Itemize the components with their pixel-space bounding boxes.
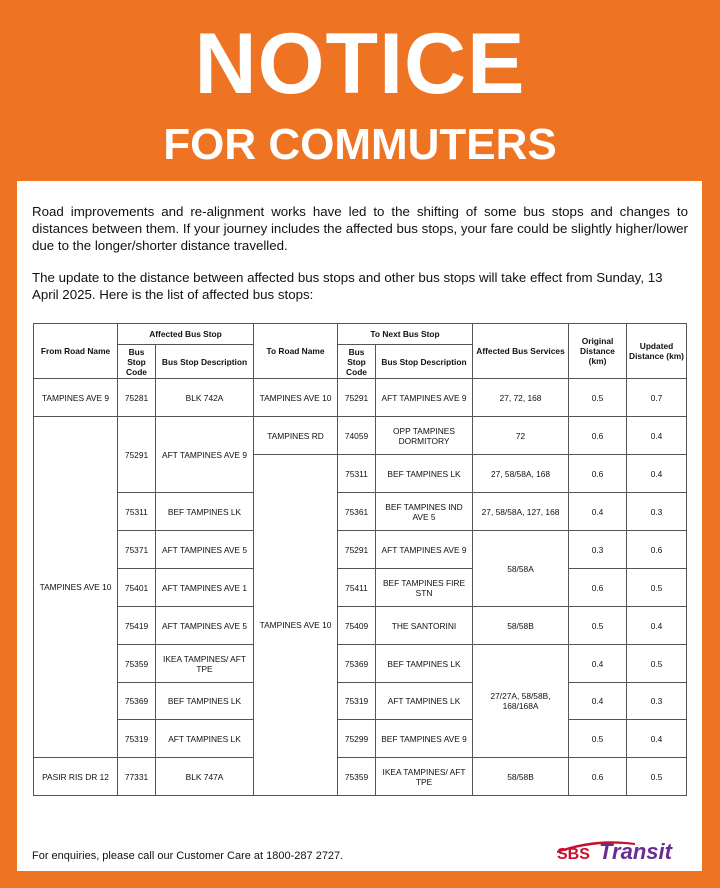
logo-sbs-text: SBS: [557, 846, 590, 863]
table-row: [34, 493, 687, 531]
affected-bus-stops-table: [33, 323, 687, 796]
stop-code-cell: 75369: [118, 683, 156, 720]
header-next-stop-description: Bus Stop Description: [376, 345, 473, 379]
next-stop-code-cell: 75299: [338, 720, 376, 758]
next-stop-code-cell: 75409: [338, 607, 376, 645]
from-road-cell: TAMPINES AVE 10: [34, 417, 118, 758]
updated-distance-cell: 0.4: [627, 455, 687, 493]
updated-distance-cell: 0.3: [627, 683, 687, 720]
next-stop-desc-cell: IKEA TAMPINES/ AFT TPE: [376, 758, 473, 796]
next-stop-desc-cell: BEF TAMPINES FIRE STN: [376, 569, 473, 607]
table-header-row: [34, 324, 687, 345]
stop-code-cell: 75281: [118, 379, 156, 417]
orig-distance-cell: 0.6: [569, 417, 627, 455]
next-stop-desc-cell: AFT TAMPINES AVE 9: [376, 379, 473, 417]
services-cell: 58/58B: [473, 607, 569, 645]
table-row: [34, 379, 687, 417]
from-road-cell: TAMPINES AVE 9: [34, 379, 118, 417]
table-row: [34, 645, 687, 683]
intro-paragraph-2: The update to the distance between affected bus stops and other bus stops will take effect from Sunday, 13 April 2025. Here is the list of affected bus stops:: [32, 270, 663, 302]
header-updated-distance: Updated Distance (km): [627, 324, 687, 379]
next-stop-code-cell: 75411: [338, 569, 376, 607]
updated-distance-cell: 0.5: [627, 758, 687, 796]
next-stop-desc-cell: OPP TAMPINES DORMITORY: [376, 417, 473, 455]
orig-distance-cell: 0.3: [569, 531, 627, 569]
to-road-cell: TAMPINES RD: [254, 417, 338, 455]
to-road-cell: TAMPINES AVE 10: [254, 455, 338, 796]
table-row: [34, 569, 687, 607]
intro-paragraph-1: Road improvements and re-alignment works have led to the shifting of some bus stops and changes to distances between them. If your journey includes the affected bus stops, your fare could be slightly higher/lower due to the longer/shorter distance travelled.: [32, 204, 688, 253]
stop-desc-cell: BEF TAMPINES LK: [156, 683, 254, 720]
services-cell: 27/27A, 58/58B, 168/168A: [473, 645, 569, 758]
table-row: [34, 607, 687, 645]
updated-distance-cell: 0.4: [627, 417, 687, 455]
next-stop-desc-cell: BEF TAMPINES IND AVE 5: [376, 493, 473, 531]
header-to-road: To Road Name: [254, 324, 338, 379]
next-stop-code-cell: 75291: [338, 531, 376, 569]
stop-desc-cell: BLK 747A: [156, 758, 254, 796]
stop-desc-cell: AFT TAMPINES AVE 5: [156, 607, 254, 645]
updated-distance-cell: 0.5: [627, 645, 687, 683]
services-cell: 58/58B: [473, 758, 569, 796]
next-stop-desc-cell: AFT TAMPINES LK: [376, 683, 473, 720]
to-road-cell: TAMPINES AVE 10: [254, 379, 338, 417]
updated-distance-cell: 0.4: [627, 607, 687, 645]
table-row: [34, 720, 687, 758]
stop-desc-cell: BLK 742A: [156, 379, 254, 417]
next-stop-desc-cell: BEF TAMPINES AVE 9: [376, 720, 473, 758]
updated-distance-cell: 0.4: [627, 720, 687, 758]
updated-distance-cell: 0.7: [627, 379, 687, 417]
stop-desc-cell: AFT TAMPINES AVE 1: [156, 569, 254, 607]
stop-code-cell: 75291: [118, 417, 156, 493]
orig-distance-cell: 0.6: [569, 758, 627, 796]
next-stop-code-cell: 75359: [338, 758, 376, 796]
notice-panel: [17, 181, 702, 871]
stop-desc-cell: AFT TAMPINES AVE 9: [156, 417, 254, 493]
header-stop-description: Bus Stop Description: [156, 345, 254, 379]
services-cell: 58/58A: [473, 531, 569, 607]
services-cell: 27, 58/58A, 127, 168: [473, 493, 569, 531]
orig-distance-cell: 0.4: [569, 645, 627, 683]
next-stop-code-cell: 75369: [338, 645, 376, 683]
stop-code-cell: 75319: [118, 720, 156, 758]
stop-desc-cell: BEF TAMPINES LK: [156, 493, 254, 531]
services-cell: 27, 72, 168: [473, 379, 569, 417]
table-row: [34, 531, 687, 569]
table-row: [34, 417, 687, 455]
orig-distance-cell: 0.6: [569, 569, 627, 607]
header-next-stop-code: Bus Stop Code: [338, 345, 376, 379]
from-road-cell: PASIR RIS DR 12: [34, 758, 118, 796]
next-stop-code-cell: 74059: [338, 417, 376, 455]
services-cell: 72: [473, 417, 569, 455]
stop-code-cell: 75371: [118, 531, 156, 569]
stop-desc-cell: AFT TAMPINES LK: [156, 720, 254, 758]
header-original-distance: Original Distance (km): [569, 324, 627, 379]
updated-distance-cell: 0.5: [627, 569, 687, 607]
logo-transit-text: Transit: [599, 839, 672, 864]
updated-distance-cell: 0.6: [627, 531, 687, 569]
next-stop-code-cell: 75311: [338, 455, 376, 493]
table-row: [34, 683, 687, 720]
orig-distance-cell: 0.6: [569, 455, 627, 493]
orig-distance-cell: 0.4: [569, 683, 627, 720]
sbs-transit-logo: [555, 831, 691, 865]
orig-distance-cell: 0.5: [569, 379, 627, 417]
stop-desc-cell: AFT TAMPINES AVE 5: [156, 531, 254, 569]
table-row: [34, 758, 687, 796]
header-affected-bus-stop: Affected Bus Stop: [118, 324, 254, 345]
stop-code-cell: 75419: [118, 607, 156, 645]
next-stop-desc-cell: BEF TAMPINES LK: [376, 645, 473, 683]
next-stop-code-cell: 75319: [338, 683, 376, 720]
updated-distance-cell: 0.3: [627, 493, 687, 531]
notice-title: NOTICE: [194, 16, 526, 112]
stop-code-cell: 77331: [118, 758, 156, 796]
services-cell: 27, 58/58A, 168: [473, 455, 569, 493]
orig-distance-cell: 0.5: [569, 720, 627, 758]
stop-code-cell: 75401: [118, 569, 156, 607]
header-affected-services: Affected Bus Services: [473, 324, 569, 379]
next-stop-code-cell: 75361: [338, 493, 376, 531]
next-stop-desc-cell: THE SANTORINI: [376, 607, 473, 645]
stop-desc-cell: IKEA TAMPINES/ AFT TPE: [156, 645, 254, 683]
stop-code-cell: 75359: [118, 645, 156, 683]
orig-distance-cell: 0.4: [569, 493, 627, 531]
notice-subtitle: FOR COMMUTERS: [163, 120, 557, 169]
next-stop-desc-cell: AFT TAMPINES AVE 9: [376, 531, 473, 569]
header-stop-code: Bus Stop Code: [118, 345, 156, 379]
next-stop-desc-cell: BEF TAMPINES LK: [376, 455, 473, 493]
next-stop-code-cell: 75291: [338, 379, 376, 417]
orig-distance-cell: 0.5: [569, 607, 627, 645]
stop-code-cell: 75311: [118, 493, 156, 531]
enquiries-text: For enquiries, please call our Customer Care at 1800-287 2727.: [32, 850, 344, 862]
header-from-road: From Road Name: [34, 324, 118, 379]
header-next-bus-stop: To Next Bus Stop: [338, 324, 473, 345]
